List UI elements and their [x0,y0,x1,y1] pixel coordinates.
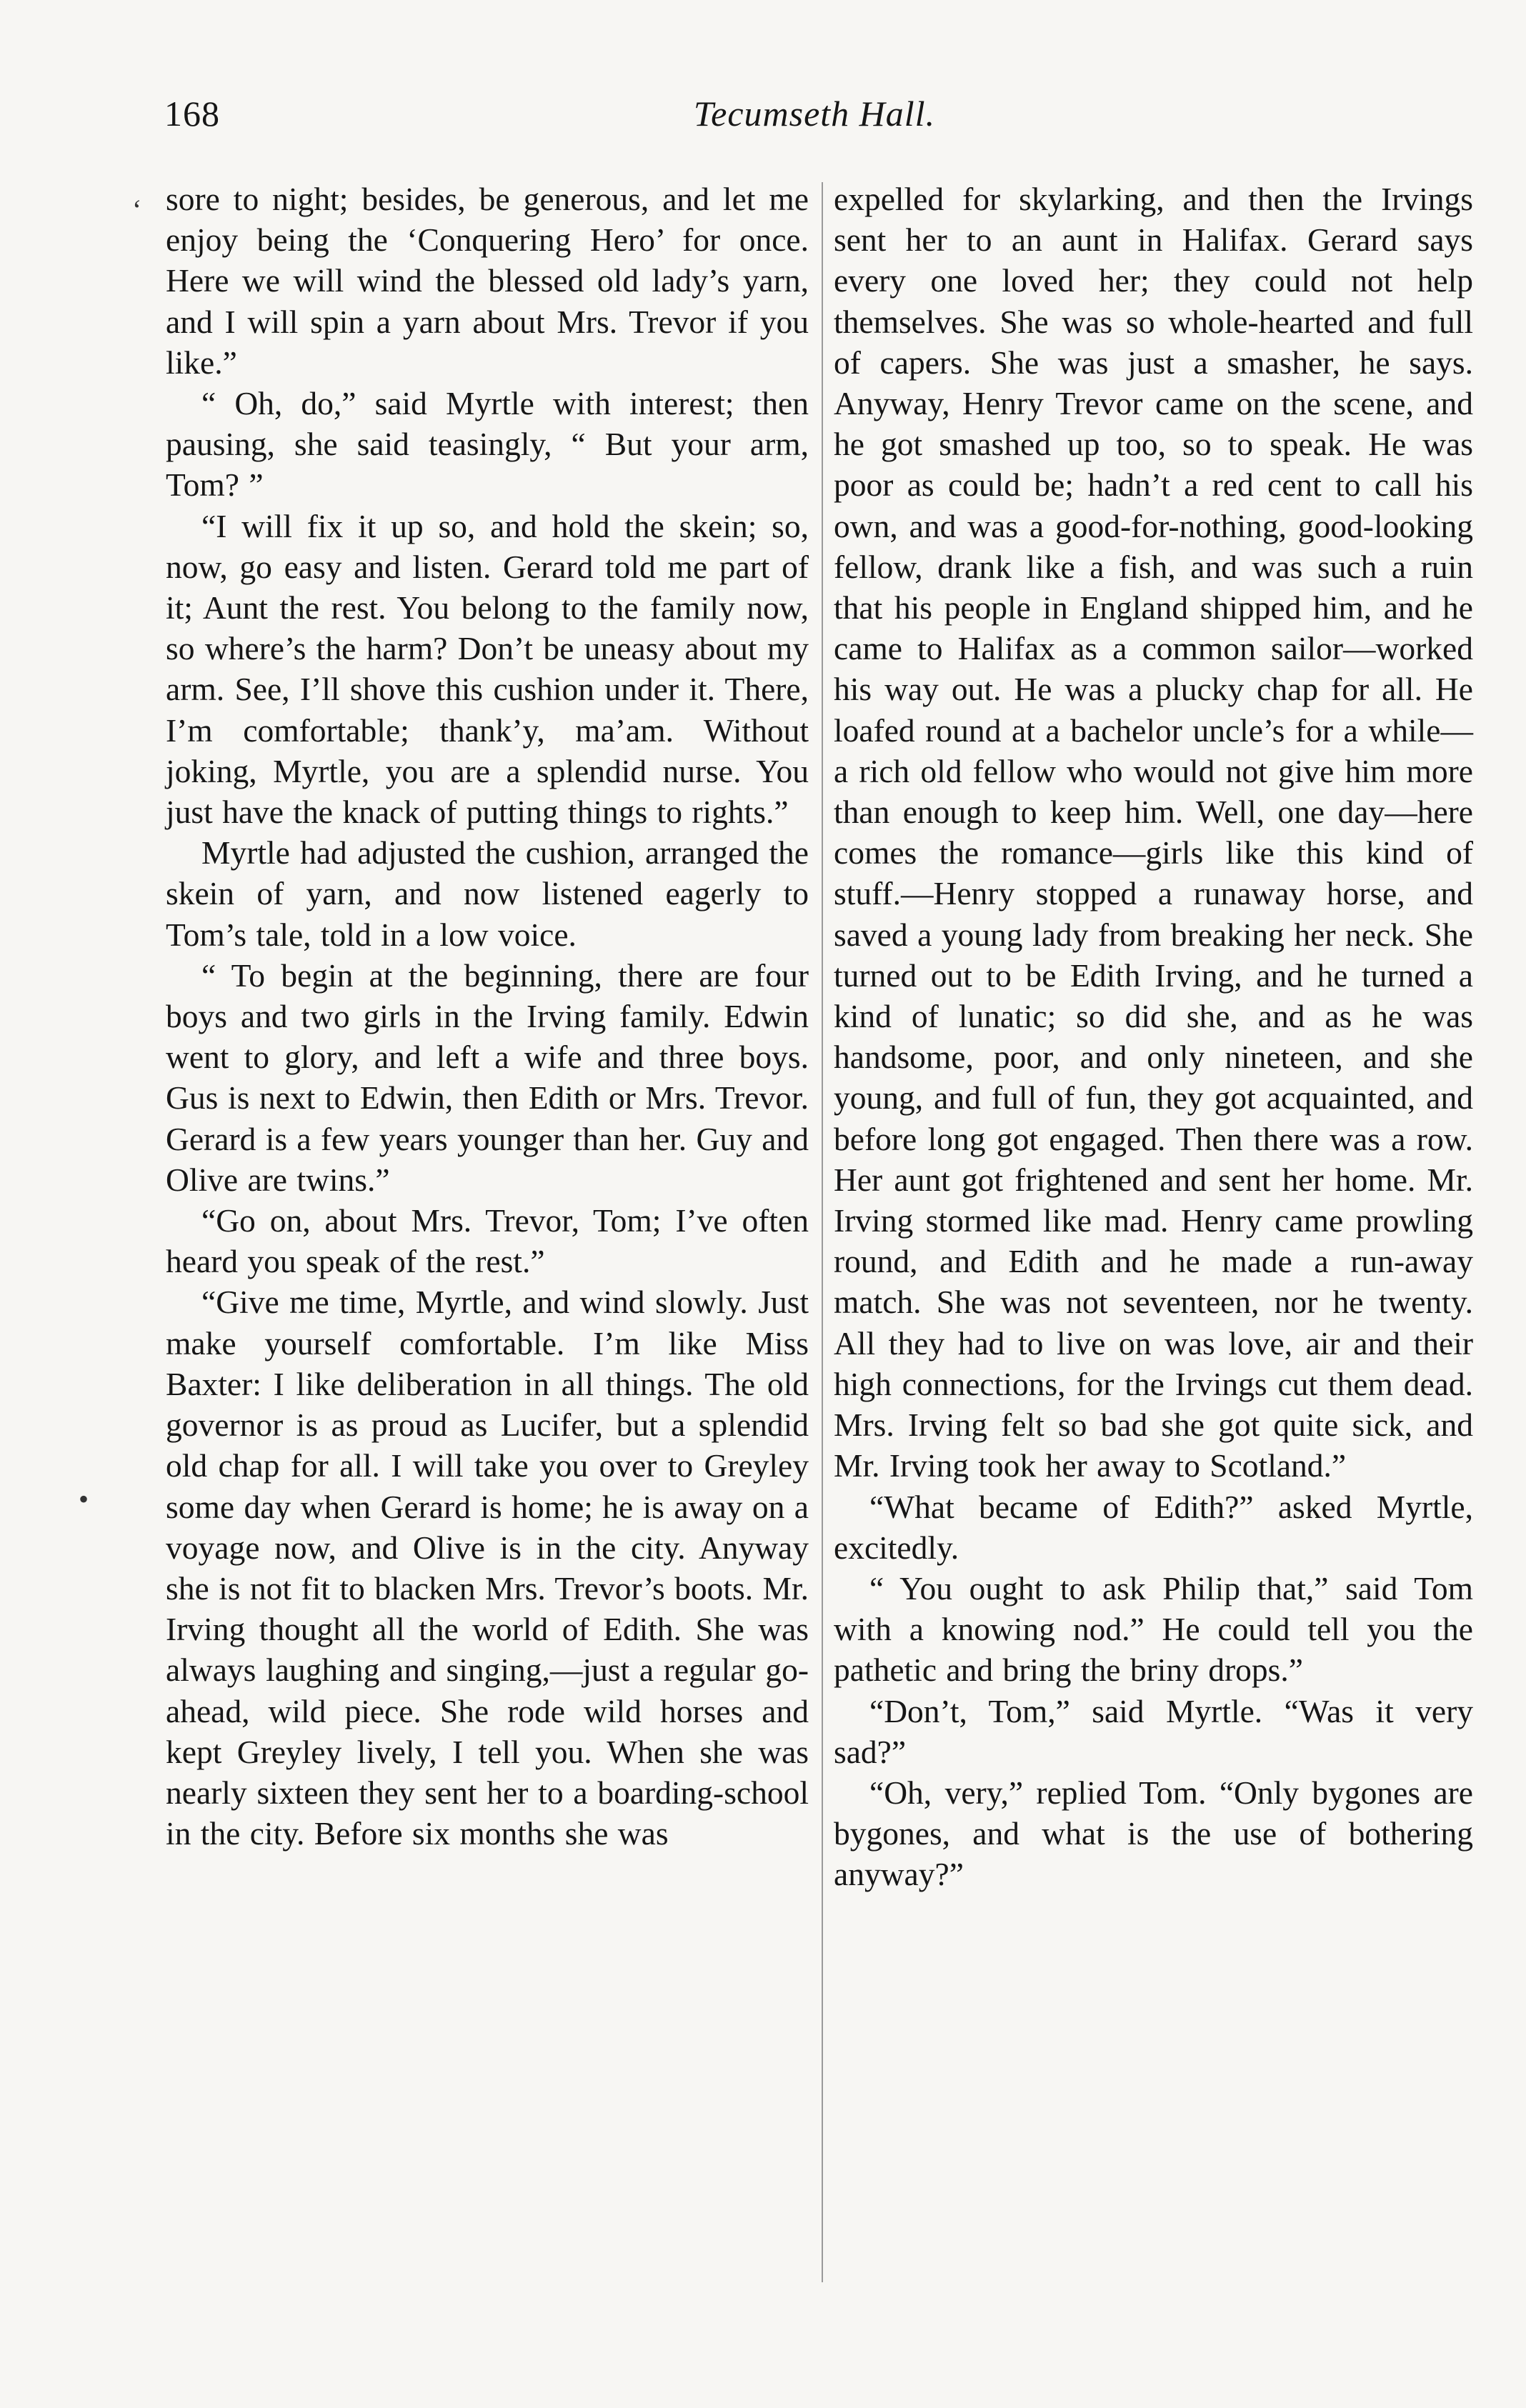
paragraph: “Don’t, Tom,” said Myrtle. “Was it very sad?” [834,1692,1473,1770]
paragraph: “ To begin at the beginning, there are four boys and two girls in the Irving family. Edwin went to glory, and left a wife and three boys. Gus is next to Edwin, then Edith or Mrs. Trevor. Gerard is a few years younger than her. Guy and Olive are twins.” [166,956,809,1198]
left-column [166,179,809,1854]
column-divider [822,182,823,2282]
right-column [834,179,1473,1895]
paragraph: “ Oh, do,” said Myrtle with interest; then pausing, she said teasingly, “ But your arm, Tom? ” [166,385,809,504]
paragraph: expelled for skylarking, and then the Irvings sent her to an aunt in Halifax. Gerard says every one loved her; they could not help themselves. She was so whole-hearted and full of capers. She was just a smasher, he says. Anyway, Henry Trevor came on the scene, and he got smashed up too, so to speak. He was poor as could be; hadn’t a red cent to call his own, and was a good-for-nothing, good-looking fellow, drank like a fish, and was such a ruin that his people in England shipped him, and he came to Halifax as a common sailor—worked his way out. He was a plucky chap for all. He loafed round at a bachelor uncle’s for a while—a rich old fellow who would not give him more than enough to keep him. Well, one day—here comes the romance—girls like this kind of stuff.—Henry stopped a runaway horse, and saved a young lady from breaking her neck. She turned out to be Edith Irving, and he turned a kind of lunatic; so did she, and as he was handsome, poor, and only nineteen, and she young, and full of fun, they got acquainted, and before long got engaged. Then there was a row. Her aunt got frightened and sent her home. Mr. Irving stormed like mad. Henry came prowling round, and Edith and he made a run-away match. She was not seventeen, nor he twenty. All they had to live on was love, air and their high connections, for the Irvings cut them dead. Mrs. Irving felt so bad she got quite sick, and Mr. Irving took her away to Scotland.” [834,181,1473,1484]
paragraph: “What became of Edith?” asked Myrtle, excitedly. [834,1488,1473,1566]
paragraph: “Oh, very,” replied Tom. “Only bygones are bygones, and what is the use of bothering anyway?” [834,1774,1473,1893]
margin-dot: • [79,1483,89,1515]
paragraph: “Give me time, Myrtle, and wind slowly. Just make yourself comfortable. I’m like Miss Baxter: I like deliberation in all things. The old governor is as proud as Lucifer, but a splendid old chap for all. I will take you over to Greyley some day when Gerard is home; he is away on a voyage now, and Olive is in the city. Anyway she is not fit to blacken Mrs. Trevor’s boots. Mr. Irving thought all the world of Edith. She was always laughing and singing,—just a regular go-ahead, wild piece. She rode wild horses and kept Greyley lively, I tell you. When she was nearly sixteen they sent her to a boarding-school in the city. Before six months she was [166,1284,809,1852]
paragraph: “ You ought to ask Philip that,” said Tom with a knowing nod.” He could tell you the pathetic and bring the briny drops.” [834,1569,1473,1689]
page-number: 168 [164,94,220,134]
paragraph: “Go on, about Mrs. Trevor, Tom; I’ve often heard you speak of the rest.” [166,1202,809,1280]
page-header [164,93,1465,150]
paragraph: “I will fix it up so, and hold the skein; so, now, go easy and listen. Gerard told me part of it; Aunt the rest. You belong to the family now, so where’s the harm? Don’t be uneasy about my arm. See, I’ll shove this cushion under it. There, I’m comfortable; thank’y, ma’am. Without joking, Myrtle, you are a splendid nurse. You just have the knack of putting things to rights.” [166,507,809,831]
margin-mark: ‘ [132,194,142,226]
paragraph: Myrtle had adjusted the cushion, arranged the skein of yarn, and now listened eagerly to Tom’s tale, told in a low voice. [166,834,809,953]
running-title: Tecumseth Hall. [693,94,936,134]
paragraph: sore to night; besides, be generous, and let me enjoy being the ‘Conquering Hero’ for once. Here we will wind the blessed old lady’s yarn, and I will spin a yarn about Mrs. Trevor if you like.” [166,181,809,381]
